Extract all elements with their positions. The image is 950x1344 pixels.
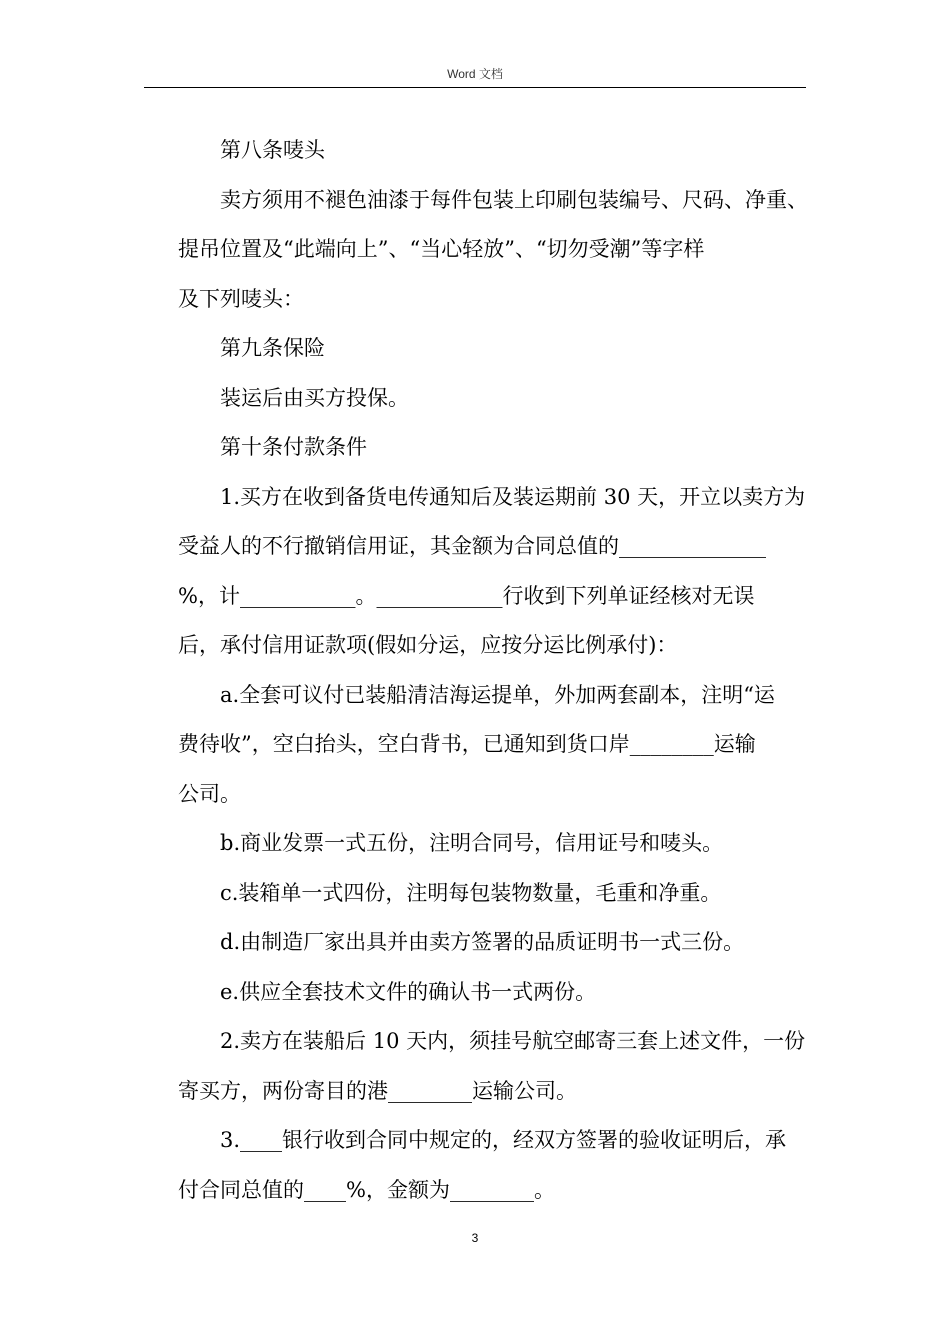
paragraph-line: b.商业发票一式五份，注明合同号，信用证号和唛头。 <box>220 831 724 855</box>
paragraph-line: 及下列唛头： <box>178 286 304 311</box>
paragraph-line: 1.买方在收到备货电传通知后及装运期前 30 天，开立以卖方为 <box>220 484 806 509</box>
paragraph-line: %，计___________。____________行收到下列单证经核对无误 <box>178 583 755 608</box>
paragraph-line: 3.____银行收到合同中规定的，经双方签署的验收证明后，承 <box>220 1128 787 1152</box>
article-10-heading: 第十条付款条件 <box>220 435 367 459</box>
paragraph-line: 受益人的不行撤销信用证，其金额为合同总值的______________ <box>178 534 766 558</box>
page-header: Word 文档 <box>447 67 503 81</box>
paragraph-line: 装运后由买方投保。 <box>220 385 409 410</box>
paragraph-line: 费待收”，空白抬头，空白背书，已通知到货口岸________运输 <box>178 732 756 756</box>
paragraph-line: 寄买方，两份寄目的港________运输公司。 <box>178 1078 577 1103</box>
paragraph-line: 卖方须用不褪色油漆于每件包装上印刷包装编号、尺码、净重、 <box>220 187 808 212</box>
paragraph-line: 2.卖方在装船后 10 天内，须挂号航空邮寄三套上述文件，一份 <box>220 1029 806 1053</box>
paragraph-line: d.由制造厂家出具并由卖方签署的品质证明书一式三份。 <box>220 930 745 954</box>
article-9-heading: 第九条保险 <box>220 336 325 360</box>
header-rule <box>144 87 806 88</box>
paragraph-line: 付合同总值的____%，金额为________。 <box>178 1177 555 1202</box>
paragraph-line: e.供应全套技术文件的确认书一式两份。 <box>220 979 597 1004</box>
paragraph-line: 提吊位置及“此端向上”、“当心轻放”、“切勿受潮”等字样 <box>178 237 705 261</box>
paragraph-line: a.全套可议付已装船清洁海运提单，外加两套副本，注明“运 <box>220 682 775 707</box>
paragraph-line: 后，承付信用证款项(假如分运，应按分运比例承付)： <box>178 633 678 657</box>
paragraph-line: c.装箱单一式四份，注明每包装物数量，毛重和净重。 <box>220 880 722 905</box>
paragraph-line: 公司。 <box>178 781 241 806</box>
page-number: 3 <box>471 1231 479 1245</box>
article-8-heading: 第八条唛头 <box>220 138 325 162</box>
document-body <box>178 126 810 1215</box>
